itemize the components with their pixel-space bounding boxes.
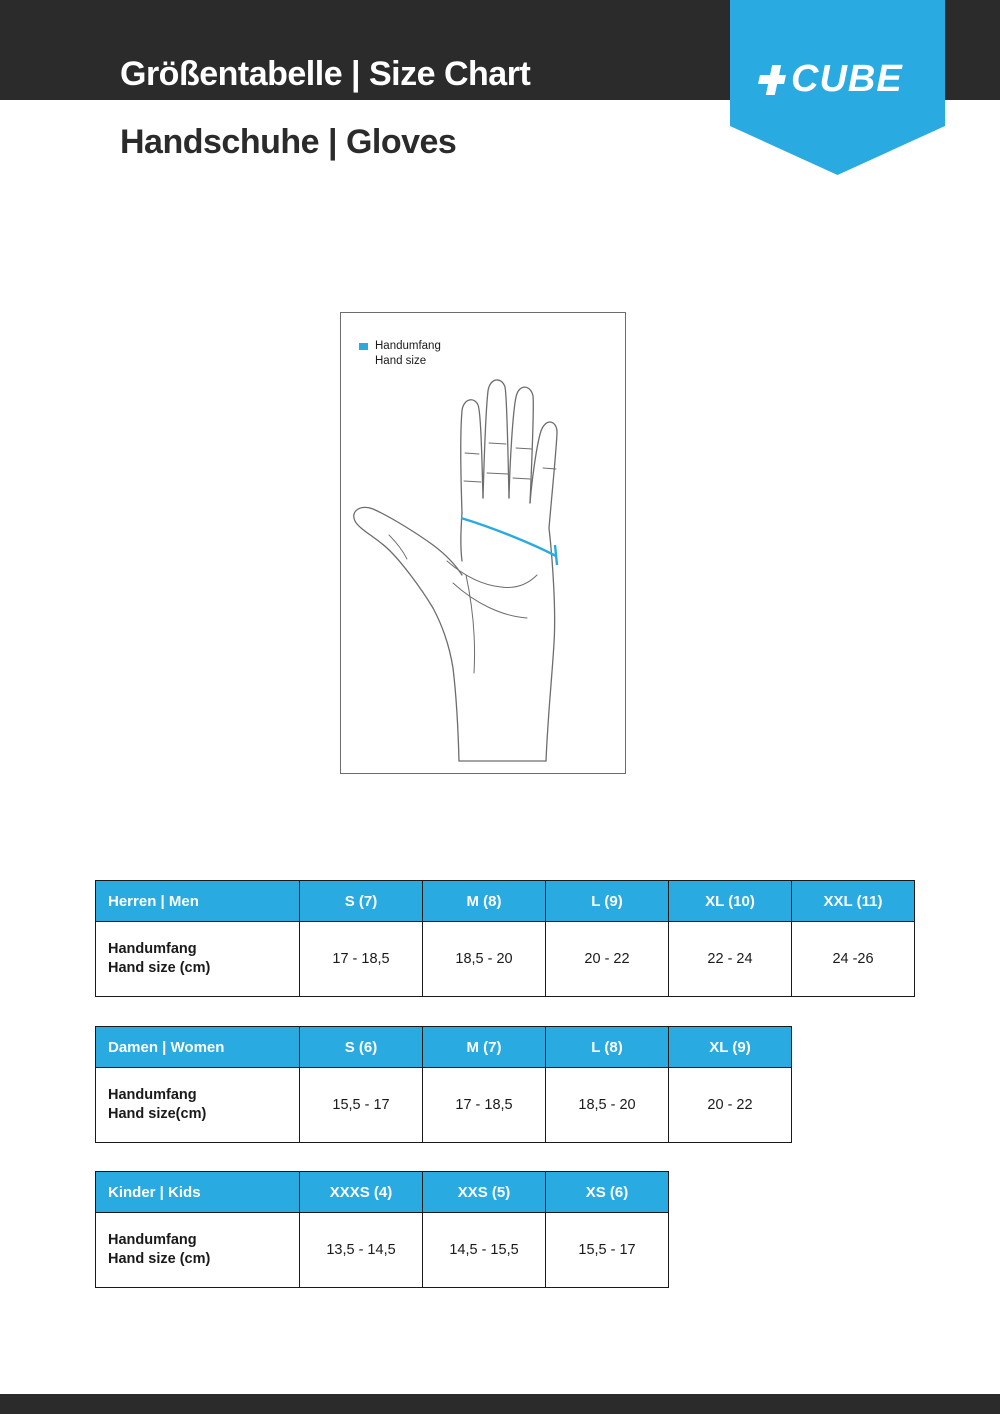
row-label-de: Handumfang: [108, 941, 197, 957]
row-label: [96, 922, 300, 997]
table-header-cell: L (8): [546, 1027, 669, 1068]
row-label-de: Handumfang: [108, 1232, 197, 1248]
table-cell: 20 - 22: [546, 922, 669, 997]
table-cell: 17 - 18,5: [300, 922, 423, 997]
table-header-cell: M (8): [423, 881, 546, 922]
page-subtitle: Handschuhe | Gloves: [120, 123, 457, 161]
size-table-women: [95, 1026, 792, 1143]
table-header-cell: XXS (5): [423, 1172, 546, 1213]
table-header-cell: S (7): [300, 881, 423, 922]
table-header-row: [96, 881, 915, 922]
table-cell: 17 - 18,5: [423, 1068, 546, 1143]
table-header-row: [96, 1172, 669, 1213]
table-header-cell: Herren | Men: [96, 881, 300, 922]
table-header-cell: XS (6): [546, 1172, 669, 1213]
table-header-cell: XXXS (4): [300, 1172, 423, 1213]
table-cell: 14,5 - 15,5: [423, 1213, 546, 1288]
row-label-de: Handumfang: [108, 1087, 197, 1103]
size-table-men: [95, 880, 915, 997]
table-row: [96, 1213, 669, 1288]
table-cell: 18,5 - 20: [423, 922, 546, 997]
size-table-kids: [95, 1171, 669, 1288]
table-cell: 20 - 22: [669, 1068, 792, 1143]
table-cell: 24 -26: [792, 922, 915, 997]
table-cell: 15,5 - 17: [300, 1068, 423, 1143]
legend-label-en: Hand size: [375, 355, 427, 367]
page-footer-bar: [0, 1394, 1000, 1414]
table-row: [96, 1068, 792, 1143]
table-cell: 13,5 - 14,5: [300, 1213, 423, 1288]
legend-label-de: Handumfang: [375, 340, 441, 352]
table-row: [96, 922, 915, 997]
table-header-cell: XL (10): [669, 881, 792, 922]
table-header-cell: S (6): [300, 1027, 423, 1068]
table-header-cell: L (9): [546, 881, 669, 922]
row-label-en: Hand size(cm): [108, 1106, 207, 1122]
row-label: [96, 1213, 300, 1288]
row-label-en: Hand size (cm): [108, 960, 211, 976]
hand-illustration-panel: [340, 312, 626, 774]
page-title: Größentabelle | Size Chart: [120, 55, 531, 93]
table-header-cell: XXL (11): [792, 881, 915, 922]
table-cell: 15,5 - 17: [546, 1213, 669, 1288]
hand-size-measure-line: [461, 518, 557, 565]
brand-logo: [757, 58, 903, 101]
header-title-block: [120, 52, 530, 96]
table-header-cell: Kinder | Kids: [96, 1172, 300, 1213]
table-header-cell: Damen | Women: [96, 1027, 300, 1068]
row-label: [96, 1068, 300, 1143]
table-header-cell: XL (9): [669, 1027, 792, 1068]
table-header-cell: M (7): [423, 1027, 546, 1068]
brand-name: CUBE: [791, 58, 903, 100]
row-label-en: Hand size (cm): [108, 1251, 211, 1267]
table-header-row: [96, 1027, 792, 1068]
cube-cross-icon: [757, 65, 787, 95]
table-cell: 22 - 24: [669, 922, 792, 997]
table-cell: 18,5 - 20: [546, 1068, 669, 1143]
hand-outline-graphic: [341, 313, 625, 773]
